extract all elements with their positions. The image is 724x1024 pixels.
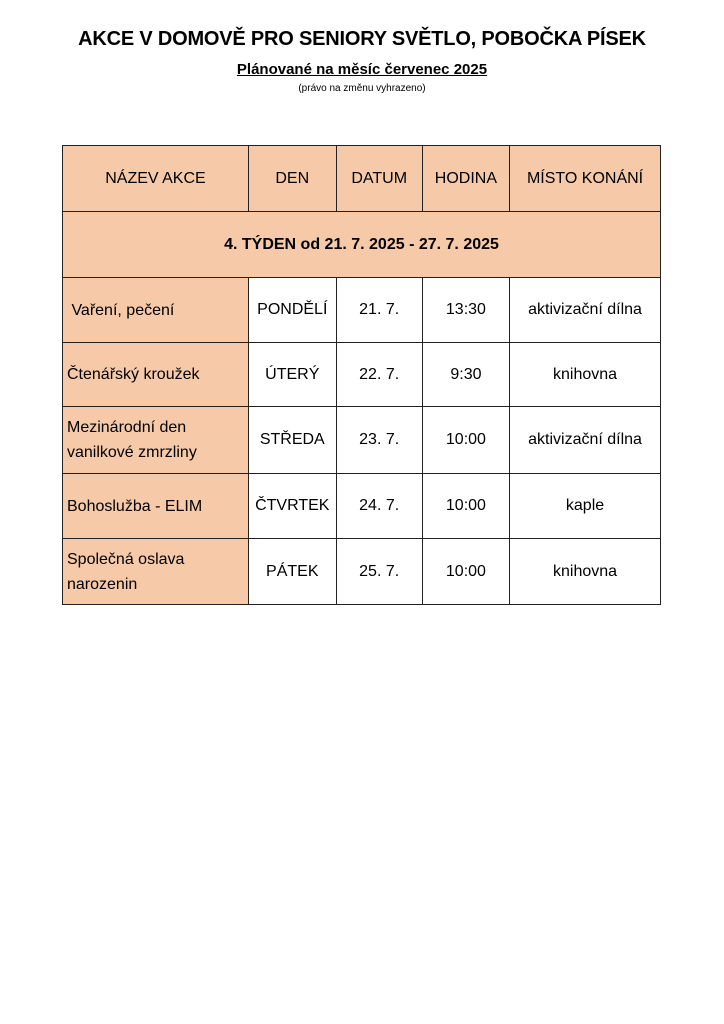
- event-date: 25. 7.: [336, 539, 422, 605]
- event-date: 24. 7.: [336, 474, 422, 539]
- event-place: knihovna: [510, 539, 661, 605]
- column-header-day: DEN: [248, 146, 336, 212]
- column-header-place: MÍSTO KONÁNÍ: [510, 146, 661, 212]
- table-row: [63, 539, 661, 605]
- column-header-name: NÁZEV AKCE: [63, 146, 249, 212]
- week-label: 4. TÝDEN od 21. 7. 2025 - 27. 7. 2025: [63, 212, 661, 278]
- event-place: knihovna: [510, 343, 661, 407]
- event-time: 10:00: [422, 539, 509, 605]
- page-title: AKCE V DOMOVĚ PRO SENIORY SVĚTLO, POBOČKA PÍSEK: [78, 28, 646, 50]
- event-name-line: Mezinárodní den: [67, 419, 187, 436]
- event-name-line: narozenin: [67, 575, 138, 593]
- event-day: PÁTEK: [248, 539, 336, 605]
- event-name: Bohoslužba - ELIM: [63, 474, 249, 539]
- event-name: Čtenářský kroužek: [63, 343, 249, 407]
- event-place: kaple: [510, 474, 661, 539]
- event-name-text: Vaření, pečení: [67, 301, 175, 319]
- event-name: [63, 539, 249, 605]
- event-day: STŘEDA: [248, 407, 336, 474]
- event-name: [63, 407, 249, 474]
- table-header-row: [63, 146, 661, 212]
- event-name: [63, 278, 249, 343]
- event-date: 23. 7.: [336, 407, 422, 474]
- event-place: aktivizační dílna: [510, 278, 661, 343]
- event-time: 9:30: [422, 343, 509, 407]
- event-time: 10:00: [422, 407, 509, 474]
- table-row: [63, 474, 661, 539]
- event-place: aktivizační dílna: [510, 407, 661, 474]
- week-row: [63, 212, 661, 278]
- event-name-line: vanilkové zmrzliny: [67, 444, 197, 461]
- event-date: 22. 7.: [336, 343, 422, 407]
- event-day: ÚTERÝ: [248, 343, 336, 407]
- column-header-time: HODINA: [422, 146, 509, 212]
- event-day: ČTVRTEK: [248, 474, 336, 539]
- event-date: 21. 7.: [336, 278, 422, 343]
- table-row: [63, 407, 661, 474]
- event-name-line: Společná oslava: [67, 550, 185, 568]
- event-day: PONDĚLÍ: [248, 278, 336, 343]
- event-time: 13:30: [422, 278, 509, 343]
- events-table: [62, 145, 661, 605]
- column-header-date: DATUM: [336, 146, 422, 212]
- event-time: 10:00: [422, 474, 509, 539]
- table-row: [63, 278, 661, 343]
- page-subtitle: Plánované na měsíc červenec 2025: [236, 61, 488, 78]
- table-row: [63, 343, 661, 407]
- disclaimer-note: (právo na změnu vyhrazeno): [298, 83, 426, 94]
